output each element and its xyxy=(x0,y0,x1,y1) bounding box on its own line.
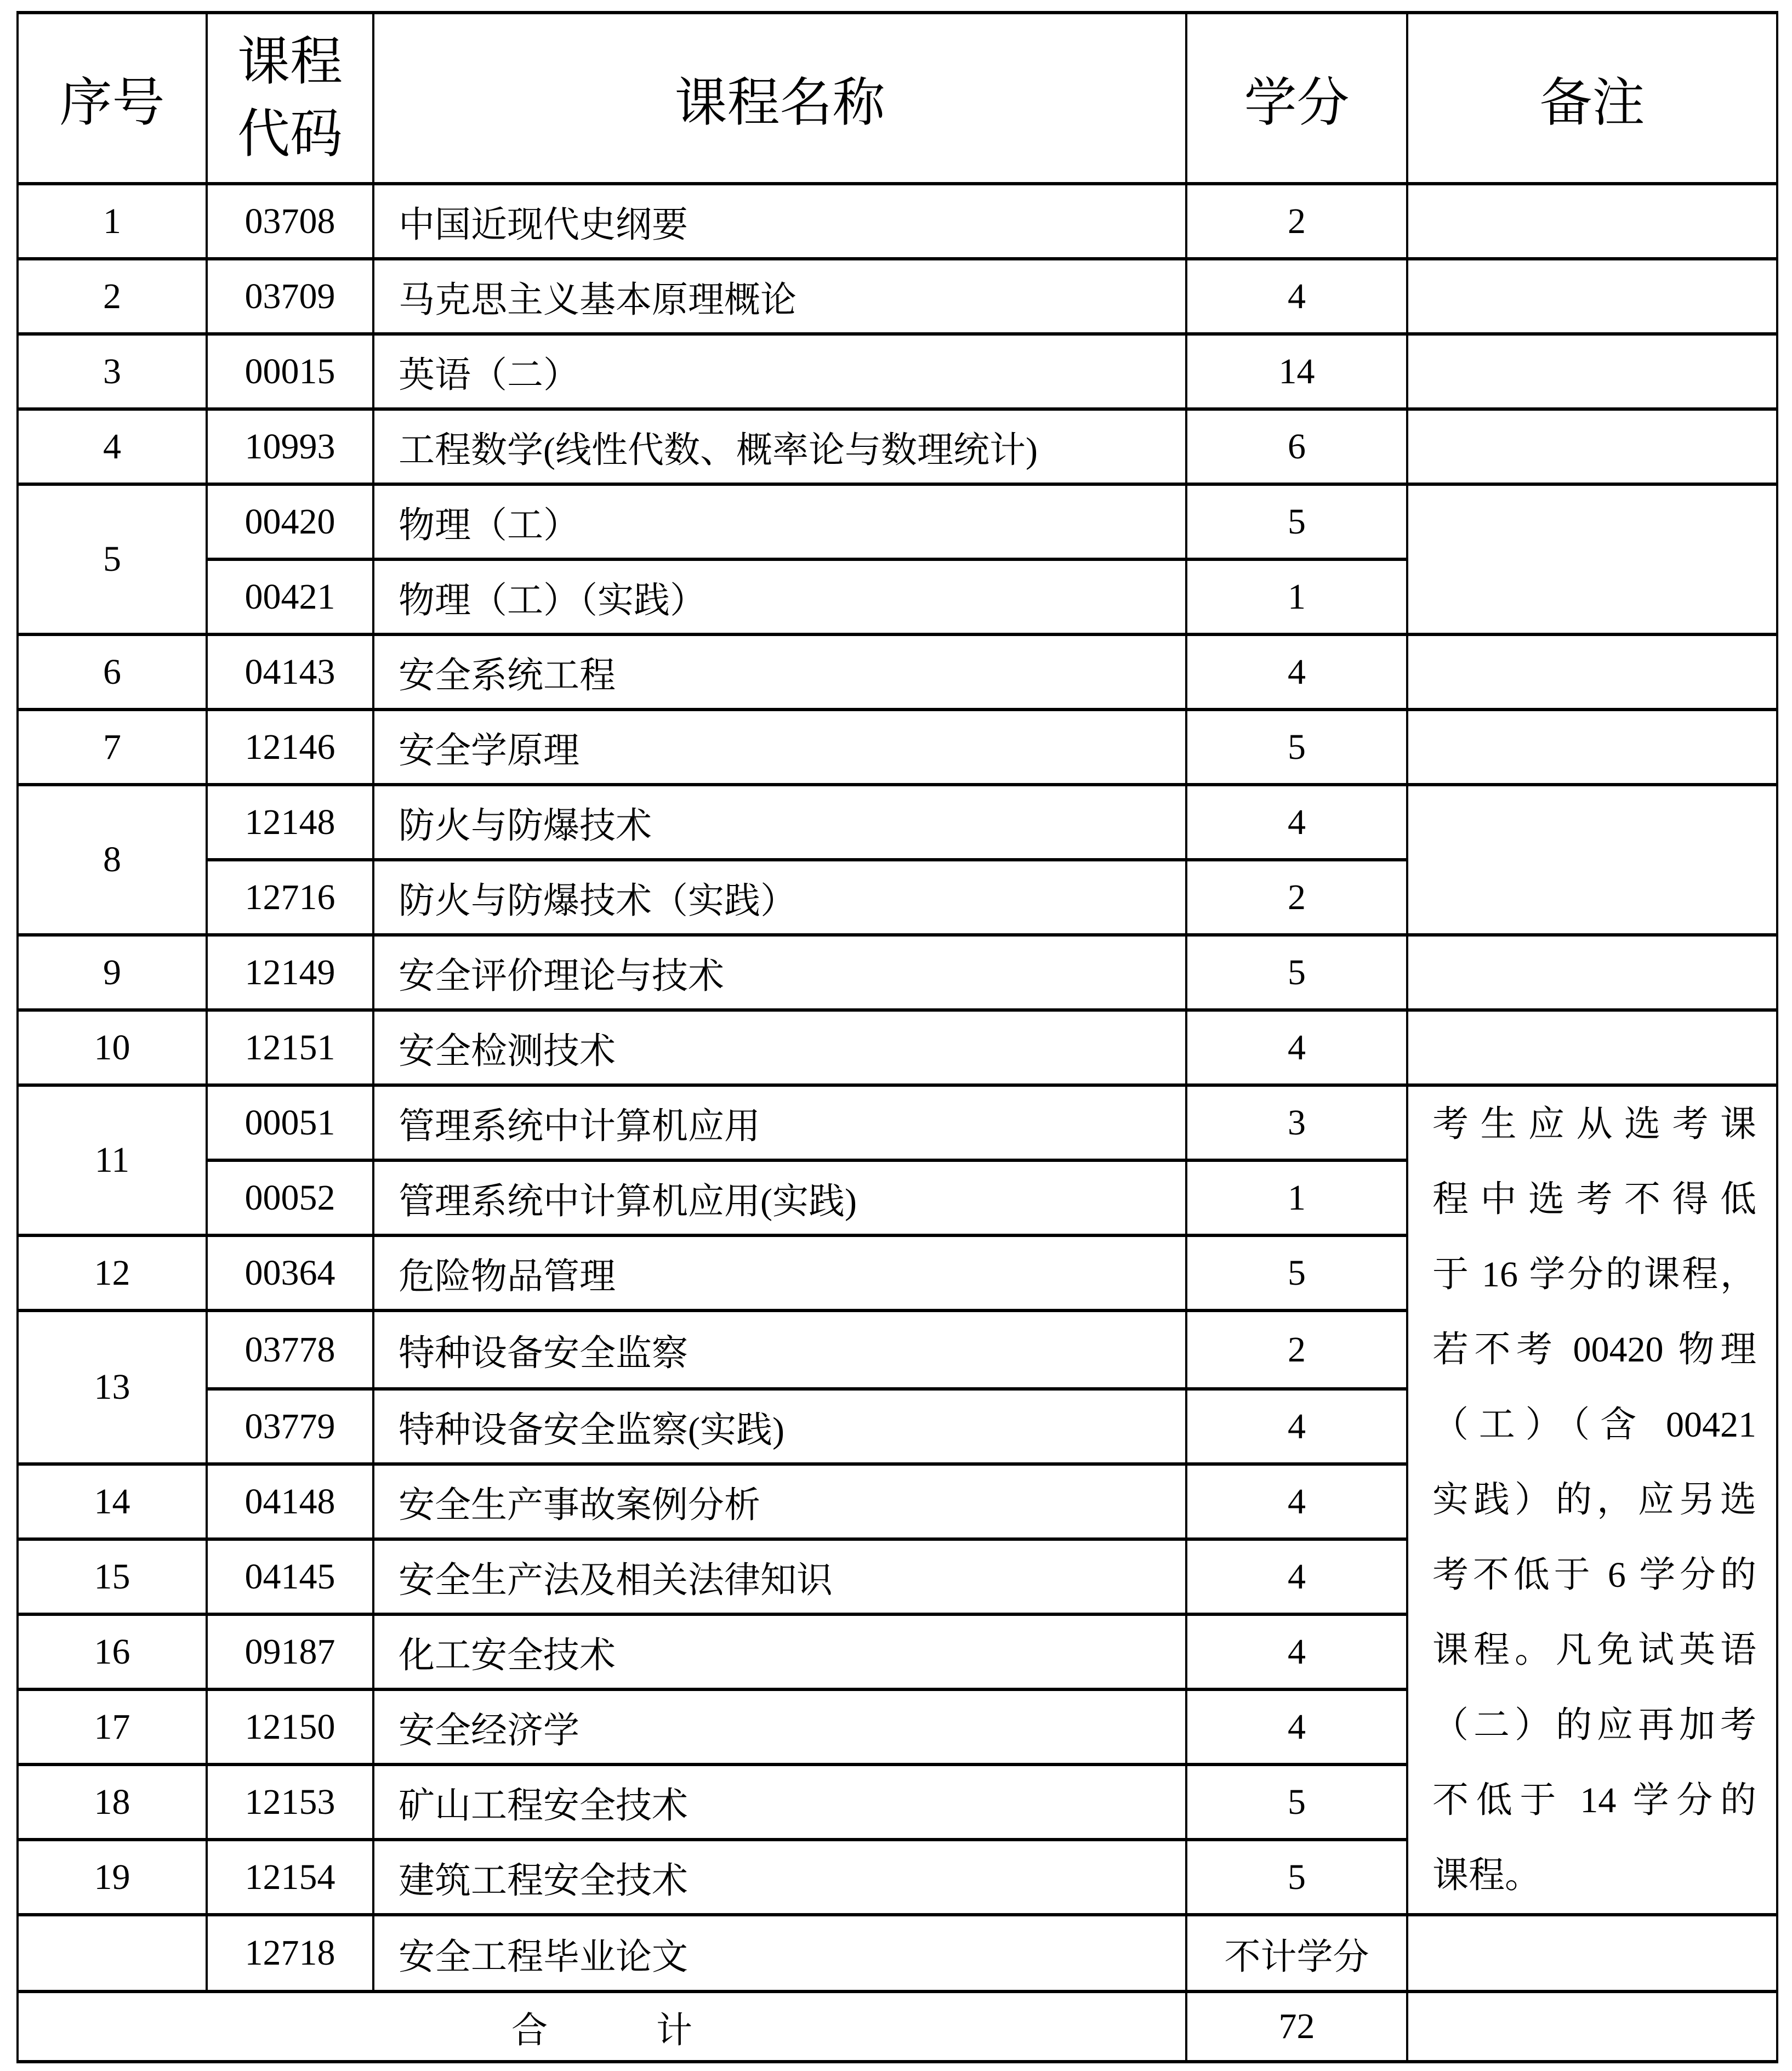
name-cell: 安全学原理 xyxy=(373,710,1186,785)
credits-cell: 2 xyxy=(1186,860,1407,935)
name-cell: 物理（工） xyxy=(373,484,1186,559)
name-cell: 马克思主义基本原理概论 xyxy=(373,259,1186,334)
code-cell: 04145 xyxy=(207,1539,373,1614)
code-cell: 10993 xyxy=(207,409,373,484)
code-cell: 12146 xyxy=(207,710,373,785)
name-cell: 中国近现代史纲要 xyxy=(373,184,1186,259)
name-cell: 特种设备安全监察(实践) xyxy=(373,1389,1186,1464)
name-cell: 安全评价理论与技术 xyxy=(373,935,1186,1010)
name-cell: 安全工程毕业论文 xyxy=(373,1915,1186,1991)
name-cell: 管理系统中计算机应用(实践) xyxy=(373,1160,1186,1235)
header-name: 课程名称 xyxy=(373,13,1186,184)
note-cell xyxy=(1407,334,1777,409)
name-cell: 安全系统工程 xyxy=(373,634,1186,710)
credits-cell: 4 xyxy=(1186,1389,1407,1464)
table-row xyxy=(18,935,1777,1010)
code-cell: 04143 xyxy=(207,634,373,710)
credits-cell: 4 xyxy=(1186,259,1407,334)
note-cell xyxy=(1407,634,1777,710)
credits-cell: 5 xyxy=(1186,1764,1407,1840)
credits-cell: 4 xyxy=(1186,785,1407,860)
seq-cell: 4 xyxy=(18,409,207,484)
seq-cell: 6 xyxy=(18,634,207,710)
total-label-cell: 合 计 xyxy=(18,1991,1186,2062)
name-cell: 物理（工）（实践） xyxy=(373,559,1186,634)
credits-cell: 3 xyxy=(1186,1085,1407,1160)
code-cell: 00421 xyxy=(207,559,373,634)
credits-cell: 5 xyxy=(1186,935,1407,1010)
credits-cell: 4 xyxy=(1186,1539,1407,1614)
table-row xyxy=(18,1085,1777,1160)
code-cell: 04148 xyxy=(207,1464,373,1539)
name-cell: 英语（二） xyxy=(373,334,1186,409)
name-cell: 防火与防爆技术（实践） xyxy=(373,860,1186,935)
seq-cell: 17 xyxy=(18,1689,207,1764)
credits-cell: 1 xyxy=(1186,559,1407,634)
table-row-thesis xyxy=(18,1915,1777,1991)
seq-cell: 14 xyxy=(18,1464,207,1539)
code-cell: 12716 xyxy=(207,860,373,935)
name-cell: 防火与防爆技术 xyxy=(373,785,1186,860)
name-cell: 化工安全技术 xyxy=(373,1614,1186,1689)
table-row xyxy=(18,710,1777,785)
seq-cell: 15 xyxy=(18,1539,207,1614)
table-row xyxy=(18,785,1777,860)
credits-cell: 1 xyxy=(1186,1160,1407,1235)
note-cell xyxy=(1407,710,1777,785)
seq-cell: 16 xyxy=(18,1614,207,1689)
table-row-total xyxy=(18,1991,1777,2062)
code-cell: 03708 xyxy=(207,184,373,259)
name-cell: 安全生产事故案例分析 xyxy=(373,1464,1186,1539)
seq-cell: 10 xyxy=(18,1010,207,1085)
header-code: 课程 代码 xyxy=(207,13,373,184)
code-cell: 12148 xyxy=(207,785,373,860)
code-cell: 12149 xyxy=(207,935,373,1010)
note-cell xyxy=(1407,184,1777,259)
name-cell: 安全生产法及相关法律知识 xyxy=(373,1539,1186,1614)
note-cell xyxy=(1407,935,1777,1010)
name-cell: 管理系统中计算机应用 xyxy=(373,1085,1186,1160)
code-cell: 12153 xyxy=(207,1764,373,1840)
seq-cell: 7 xyxy=(18,710,207,785)
code-cell: 12150 xyxy=(207,1689,373,1764)
note-cell xyxy=(1407,484,1777,634)
note-cell xyxy=(1407,1010,1777,1085)
seq-cell: 9 xyxy=(18,935,207,1010)
note-cell xyxy=(1407,409,1777,484)
seq-cell: 19 xyxy=(18,1840,207,1915)
name-cell: 特种设备安全监察 xyxy=(373,1310,1186,1389)
credits-cell: 4 xyxy=(1186,1614,1407,1689)
name-cell: 安全检测技术 xyxy=(373,1010,1186,1085)
seq-cell: 18 xyxy=(18,1764,207,1840)
seq-cell: 11 xyxy=(18,1085,207,1235)
course-table xyxy=(16,11,1778,2063)
header-seq: 序号 xyxy=(18,13,207,184)
credits-cell: 4 xyxy=(1186,1464,1407,1539)
code-cell: 12151 xyxy=(207,1010,373,1085)
credits-cell: 4 xyxy=(1186,634,1407,710)
seq-cell xyxy=(18,1915,207,1991)
credits-cell: 2 xyxy=(1186,1310,1407,1389)
credits-cell: 2 xyxy=(1186,184,1407,259)
table-row xyxy=(18,334,1777,409)
credits-cell: 6 xyxy=(1186,409,1407,484)
name-cell: 矿山工程安全技术 xyxy=(373,1764,1186,1840)
table-row xyxy=(18,634,1777,710)
credits-cell: 4 xyxy=(1186,1689,1407,1764)
code-cell: 12154 xyxy=(207,1840,373,1915)
credits-cell: 不计学分 xyxy=(1186,1915,1407,1991)
code-cell: 00052 xyxy=(207,1160,373,1235)
table-header-row xyxy=(18,13,1777,184)
table-row xyxy=(18,184,1777,259)
name-cell: 工程数学(线性代数、概率论与数理统计) xyxy=(373,409,1186,484)
code-cell: 03779 xyxy=(207,1389,373,1464)
code-cell: 09187 xyxy=(207,1614,373,1689)
credits-cell: 5 xyxy=(1186,710,1407,785)
table-row xyxy=(18,484,1777,559)
name-cell: 安全经济学 xyxy=(373,1689,1186,1764)
seq-cell: 13 xyxy=(18,1310,207,1464)
header-credits: 学分 xyxy=(1186,13,1407,184)
credits-cell: 5 xyxy=(1186,1840,1407,1915)
code-cell: 12718 xyxy=(207,1915,373,1991)
note-cell xyxy=(1407,1915,1777,1991)
code-cell: 03709 xyxy=(207,259,373,334)
note-cell xyxy=(1407,785,1777,935)
name-cell: 建筑工程安全技术 xyxy=(373,1840,1186,1915)
credits-cell: 5 xyxy=(1186,484,1407,559)
header-note: 备注 xyxy=(1407,13,1777,184)
credits-cell: 14 xyxy=(1186,334,1407,409)
credits-cell: 4 xyxy=(1186,1010,1407,1085)
note-cell xyxy=(1407,1991,1777,2062)
seq-cell: 3 xyxy=(18,334,207,409)
table-row xyxy=(18,259,1777,334)
code-cell: 03778 xyxy=(207,1310,373,1389)
seq-cell: 1 xyxy=(18,184,207,259)
seq-cell: 5 xyxy=(18,484,207,634)
code-cell: 00364 xyxy=(207,1235,373,1310)
credits-cell: 5 xyxy=(1186,1235,1407,1310)
code-cell: 00051 xyxy=(207,1085,373,1160)
table-row xyxy=(18,1010,1777,1085)
seq-cell: 12 xyxy=(18,1235,207,1310)
code-cell: 00015 xyxy=(207,334,373,409)
name-cell: 危险物品管理 xyxy=(373,1235,1186,1310)
seq-cell: 8 xyxy=(18,785,207,935)
code-cell: 00420 xyxy=(207,484,373,559)
seq-cell: 2 xyxy=(18,259,207,334)
total-credits-cell: 72 xyxy=(1186,1991,1407,2062)
remarks-cell: 考生应从选考课 程中选考不得低 于 16 学分的课程， 若不考 00420 物理 （工）（含 00421 实践）的，应另选 考不低于 6 学分的 课程。凡免试英语 （二）的应再加考 不低于 14 学分的 课程。 xyxy=(1407,1085,1777,1915)
note-cell xyxy=(1407,259,1777,334)
table-row xyxy=(18,409,1777,484)
